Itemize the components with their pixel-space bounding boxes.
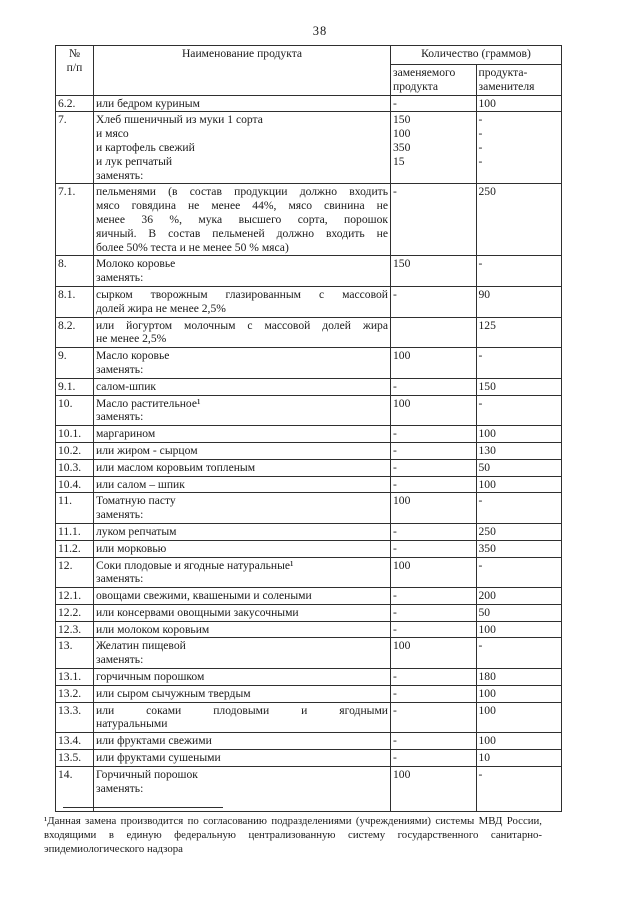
replaced-qty-cell — [391, 604, 477, 621]
product-name-cell — [94, 540, 391, 557]
col-header-substitute-product: продукта-заменителя — [476, 65, 562, 96]
col-header-product-name: Наименование продукта — [94, 46, 391, 96]
product-name-line: заменять: — [96, 781, 144, 795]
replaced-qty-value: - — [393, 524, 397, 538]
product-name-cell — [94, 621, 391, 638]
product-name-cell — [94, 604, 391, 621]
row-number-cell: 14. — [56, 766, 94, 812]
table-row — [56, 378, 562, 395]
product-name-line: натуральными — [96, 717, 168, 731]
table-row — [56, 733, 562, 750]
product-name-line: Томатную пасту — [96, 494, 176, 508]
table-row — [56, 476, 562, 493]
table-row — [56, 256, 562, 287]
product-name-line: мясо говядина не менее 44%, мясо свинина не — [96, 199, 388, 213]
table-row — [56, 317, 562, 348]
replaced-qty-cell — [391, 317, 477, 348]
substitute-qty-cell — [476, 540, 562, 557]
substitute-qty-value: 50 — [478, 460, 491, 474]
replaced-qty-value: - — [393, 686, 397, 700]
product-name-cell — [94, 733, 391, 750]
product-name-line: и мясо — [96, 127, 129, 141]
table-body — [56, 95, 562, 812]
table-row — [56, 669, 562, 686]
substitute-qty-value: 100 — [478, 622, 496, 636]
substitute-qty-cell — [476, 286, 562, 317]
product-name-line: Соки плодовые и ягодные натуральные¹ — [96, 558, 294, 572]
replaced-qty-value: - — [393, 477, 397, 491]
product-name-cell — [94, 766, 391, 812]
product-name-cell — [94, 523, 391, 540]
row-number-cell: 12. — [56, 557, 94, 588]
replaced-qty-value: - — [393, 589, 397, 603]
substitute-qty-cell — [476, 459, 562, 476]
row-number-cell: 13.1. — [56, 669, 94, 686]
substitute-qty-value: 100 — [478, 734, 496, 748]
row-number-cell: 13. — [56, 638, 94, 669]
footnote-line: входящими в единую федеральную централизованную систему государственного санитарно- — [44, 829, 542, 841]
substitute-qty-value: 90 — [478, 287, 491, 301]
replaced-qty-cell — [391, 588, 477, 605]
replaced-qty-value: - — [393, 96, 397, 110]
replaced-qty-value: - — [393, 287, 397, 301]
product-name-cell — [94, 669, 391, 686]
replaced-qty-cell — [391, 95, 477, 112]
row-number-cell: 8. — [56, 256, 94, 287]
product-name-line: заменять: — [96, 271, 144, 285]
replaced-qty-cell — [391, 557, 477, 588]
replaced-qty-cell — [391, 540, 477, 557]
col-header-num — [56, 46, 94, 96]
page-number: 38 — [312, 24, 328, 38]
row-number-cell: 12.3. — [56, 621, 94, 638]
substitute-qty-value: 100 — [478, 703, 496, 717]
col-header-quantity: Количество (граммов) — [391, 46, 562, 65]
substitute-qty-value: - — [478, 558, 483, 572]
substitute-qty-cell — [476, 95, 562, 112]
substitute-qty-cell — [476, 604, 562, 621]
product-name-line: или соками плодовыми и ягодными — [96, 703, 388, 717]
row-number-cell: 10.1. — [56, 426, 94, 443]
table-row — [56, 685, 562, 702]
row-number-cell: 9.1. — [56, 378, 94, 395]
substitute-qty-cell — [476, 702, 562, 733]
product-name-line: салом-шпик — [96, 379, 157, 393]
substitute-qty-cell — [476, 476, 562, 493]
table-row — [56, 459, 562, 476]
product-name-line: или маслом коровьим топленым — [96, 460, 256, 474]
substitute-qty-value: 50 — [478, 605, 491, 619]
product-name-line: или йогуртом молочным с массовой долей жира — [96, 318, 388, 332]
substitute-qty-value: - — [478, 639, 483, 653]
replaced-qty-cell — [391, 733, 477, 750]
row-number-cell: 9. — [56, 348, 94, 379]
replaced-qty-value: 100 — [393, 349, 411, 363]
table-row — [56, 588, 562, 605]
product-name-line: или фруктами сушеными — [96, 751, 221, 765]
substitute-qty-cell — [476, 493, 562, 524]
row-number-cell: 8.2. — [56, 317, 94, 348]
replaced-qty-cell — [391, 112, 477, 184]
replaced-qty-value: 150 — [393, 113, 411, 127]
substitute-qty-value: 10 — [478, 751, 491, 765]
footnote — [44, 814, 542, 856]
replaced-qty-value: 100 — [393, 494, 411, 508]
product-name-line: горчичным порошком — [96, 670, 205, 684]
substitute-qty-cell — [476, 685, 562, 702]
product-name-line: или бедром куриным — [96, 96, 200, 110]
product-name-cell — [94, 395, 391, 426]
product-name-cell — [94, 426, 391, 443]
substitute-qty-value: 100 — [478, 477, 496, 491]
row-number-cell: 10.4. — [56, 476, 94, 493]
substitute-qty-value: - — [478, 349, 483, 363]
table-row — [56, 750, 562, 767]
row-number-cell: 13.2. — [56, 685, 94, 702]
substitute-qty-value: - — [478, 396, 483, 410]
product-name-line: или молоком коровьим — [96, 622, 210, 636]
replaced-qty-value: - — [393, 379, 397, 393]
substitute-qty-value: 100 — [478, 96, 496, 110]
substitute-qty-cell — [476, 395, 562, 426]
product-name-line: сырком творожным глазированным с массовой — [96, 287, 388, 301]
product-name-line: заменять: — [96, 168, 144, 182]
row-number-cell: 8.1. — [56, 286, 94, 317]
substitute-qty-cell — [476, 557, 562, 588]
footnote-line: эпидемиологического надзора — [44, 843, 183, 855]
replaced-qty-cell — [391, 378, 477, 395]
row-number-cell: 6.2. — [56, 95, 94, 112]
product-name-line: и лук репчатый — [96, 154, 173, 168]
product-name-cell — [94, 95, 391, 112]
substitute-qty-cell — [476, 426, 562, 443]
replaced-qty-cell — [391, 395, 477, 426]
replaced-qty-value: - — [393, 541, 397, 555]
replaced-qty-value: 15 — [393, 154, 405, 168]
table-row — [56, 621, 562, 638]
product-substitution-table — [55, 45, 562, 812]
substitute-qty-cell — [476, 621, 562, 638]
substitute-qty-cell — [476, 750, 562, 767]
product-name-line: не менее 2,5% — [96, 332, 167, 346]
product-name-cell — [94, 348, 391, 379]
table-row — [56, 523, 562, 540]
col-header-replaced-product: заменяемого продукта — [391, 65, 477, 96]
substitute-qty-cell — [476, 442, 562, 459]
product-name-line: или фруктами свежими — [96, 734, 212, 748]
product-name-line: Желатин пищевой — [96, 639, 186, 653]
substitute-qty-cell — [476, 733, 562, 750]
product-name-cell — [94, 638, 391, 669]
product-name-cell — [94, 112, 391, 184]
row-number-cell: 10.3. — [56, 459, 94, 476]
product-name-line: заменять: — [96, 572, 144, 586]
product-name-line: яичный. В состав пельменей должно входить не — [96, 226, 388, 240]
substitute-qty-value: 150 — [478, 379, 496, 393]
product-name-line: Молоко коровье — [96, 257, 176, 271]
substitute-qty-cell — [476, 638, 562, 669]
replaced-qty-cell — [391, 286, 477, 317]
col-header-num-line2: п/п — [66, 60, 83, 74]
product-name-cell — [94, 184, 391, 256]
table-row — [56, 112, 562, 184]
row-number-cell: 11.1. — [56, 523, 94, 540]
product-name-line: и картофель свежий — [96, 140, 195, 154]
replaced-qty-value: - — [393, 734, 397, 748]
table-row — [56, 95, 562, 112]
replaced-qty-value: 100 — [393, 558, 411, 572]
product-name-line: овощами свежими, квашеными и солеными — [96, 589, 312, 603]
replaced-qty-cell — [391, 184, 477, 256]
substitute-qty-cell — [476, 669, 562, 686]
replaced-qty-value: 150 — [393, 257, 411, 271]
replaced-qty-value: - — [393, 443, 397, 457]
product-name-line: или салом – шпик — [96, 477, 185, 491]
product-name-line: заменять: — [96, 508, 144, 522]
product-name-cell — [94, 378, 391, 395]
product-name-cell — [94, 317, 391, 348]
substitute-qty-cell — [476, 317, 562, 348]
substitute-qty-value: - — [478, 113, 483, 127]
product-name-line: пельменями (в состав продукции должно входить — [96, 185, 388, 199]
product-name-line: Масло растительное¹ — [96, 396, 201, 410]
product-name-line: луком репчатым — [96, 524, 177, 538]
table-row — [56, 286, 562, 317]
substitute-qty-cell — [476, 348, 562, 379]
substitute-qty-value: - — [478, 127, 483, 141]
substitute-qty-value: 125 — [478, 318, 496, 332]
replaced-qty-cell — [391, 523, 477, 540]
product-name-cell — [94, 750, 391, 767]
table-row — [56, 557, 562, 588]
table-row — [56, 442, 562, 459]
product-name-cell — [94, 442, 391, 459]
product-name-line: Масло коровье — [96, 349, 170, 363]
product-name-line: Хлеб пшеничный из муки 1 сорта — [96, 113, 263, 127]
replaced-qty-value: - — [393, 605, 397, 619]
replaced-qty-value: 100 — [393, 396, 411, 410]
substitute-qty-cell — [476, 256, 562, 287]
col-header-num-line1: № — [68, 47, 81, 60]
replaced-qty-cell — [391, 493, 477, 524]
substitute-qty-cell — [476, 112, 562, 184]
product-name-line: более 50% теста и не менее 50 % мяса) — [96, 240, 289, 254]
substitute-qty-cell — [476, 523, 562, 540]
substitute-qty-cell — [476, 766, 562, 812]
replaced-qty-cell — [391, 256, 477, 287]
table-row — [56, 348, 562, 379]
substitute-qty-value: - — [478, 494, 483, 508]
substitute-qty-value: - — [478, 767, 483, 781]
replaced-qty-cell — [391, 442, 477, 459]
table-row — [56, 604, 562, 621]
product-name-cell — [94, 685, 391, 702]
product-name-cell — [94, 459, 391, 476]
table-row — [56, 766, 562, 812]
row-number-cell: 10.2. — [56, 442, 94, 459]
product-name-line: или жиром - сырцом — [96, 443, 198, 457]
substitute-qty-value: - — [478, 257, 483, 271]
replaced-qty-value: - — [393, 670, 397, 684]
substitute-qty-value: 180 — [478, 670, 496, 684]
table-row — [56, 426, 562, 443]
product-name-line: Горчичный порошок — [96, 767, 198, 781]
replaced-qty-cell — [391, 426, 477, 443]
table-row — [56, 493, 562, 524]
row-number-cell: 12.1. — [56, 588, 94, 605]
substitute-qty-value: - — [478, 140, 483, 154]
substitute-qty-value: 200 — [478, 589, 496, 603]
header-row-main — [56, 46, 562, 65]
replaced-qty-value: - — [393, 185, 397, 199]
product-name-line: маргарином — [96, 427, 156, 441]
product-name-line: долей жира не менее 2,5% — [96, 301, 226, 315]
product-name-line: или морковью — [96, 541, 167, 555]
replaced-qty-value: - — [393, 427, 397, 441]
product-name-cell — [94, 256, 391, 287]
row-number-cell: 10. — [56, 395, 94, 426]
product-name-line: заменять: — [96, 362, 144, 376]
product-name-cell — [94, 557, 391, 588]
replaced-qty-cell — [391, 750, 477, 767]
product-name-cell — [94, 588, 391, 605]
substitute-qty-cell — [476, 588, 562, 605]
replaced-qty-value: - — [393, 460, 397, 474]
table-row — [56, 540, 562, 557]
substitute-qty-value: 250 — [478, 185, 496, 199]
replaced-qty-cell — [391, 702, 477, 733]
row-number-cell: 11.2. — [56, 540, 94, 557]
row-number-cell: 12.2. — [56, 604, 94, 621]
replaced-qty-value: - — [393, 751, 397, 765]
substitute-qty-cell — [476, 378, 562, 395]
replaced-qty-cell — [391, 348, 477, 379]
product-name-cell — [94, 493, 391, 524]
replaced-qty-value: 100 — [393, 127, 411, 141]
replaced-qty-cell — [391, 685, 477, 702]
table-row — [56, 395, 562, 426]
substitute-qty-cell — [476, 184, 562, 256]
row-number-cell: 13.3. — [56, 702, 94, 733]
replaced-qty-cell — [391, 638, 477, 669]
table-header — [56, 46, 562, 96]
product-name-line: заменять: — [96, 410, 144, 424]
product-name-cell — [94, 286, 391, 317]
product-name-line: или сыром сычужным твердым — [96, 686, 251, 700]
replaced-qty-cell — [391, 766, 477, 812]
product-name-cell — [94, 476, 391, 493]
product-name-line: заменять: — [96, 653, 144, 667]
substitute-qty-value: 130 — [478, 443, 496, 457]
product-name-cell — [94, 702, 391, 733]
row-number-cell: 13.5. — [56, 750, 94, 767]
row-number-cell: 7. — [56, 112, 94, 184]
table-row — [56, 702, 562, 733]
substitute-qty-value: 100 — [478, 686, 496, 700]
replaced-qty-cell — [391, 459, 477, 476]
row-number-cell: 13.4. — [56, 733, 94, 750]
product-name-line: менее 36 %, мука высшего сорта, порошок — [96, 212, 388, 226]
replaced-qty-value: 100 — [393, 639, 411, 653]
replaced-qty-value: 350 — [393, 140, 411, 154]
replaced-qty-value: - — [393, 622, 397, 636]
replaced-qty-cell — [391, 669, 477, 686]
row-number-cell: 7.1. — [56, 184, 94, 256]
substitute-qty-value: 350 — [478, 541, 496, 555]
substitute-qty-value: - — [478, 154, 483, 168]
replaced-qty-cell — [391, 476, 477, 493]
footnote-separator — [63, 807, 223, 808]
substitute-qty-value: 250 — [478, 524, 496, 538]
replaced-qty-cell — [391, 621, 477, 638]
product-name-line: или консервами овощными закусочными — [96, 605, 299, 619]
table-row — [56, 638, 562, 669]
table-row — [56, 184, 562, 256]
replaced-qty-value: 100 — [393, 767, 411, 781]
substitute-qty-value: 100 — [478, 427, 496, 441]
footnote-line: ¹Данная замена производится по согласованию подразделениями (учреждениями) системы МВД России, — [44, 815, 542, 827]
row-number-cell: 11. — [56, 493, 94, 524]
replaced-qty-value: - — [393, 703, 397, 717]
